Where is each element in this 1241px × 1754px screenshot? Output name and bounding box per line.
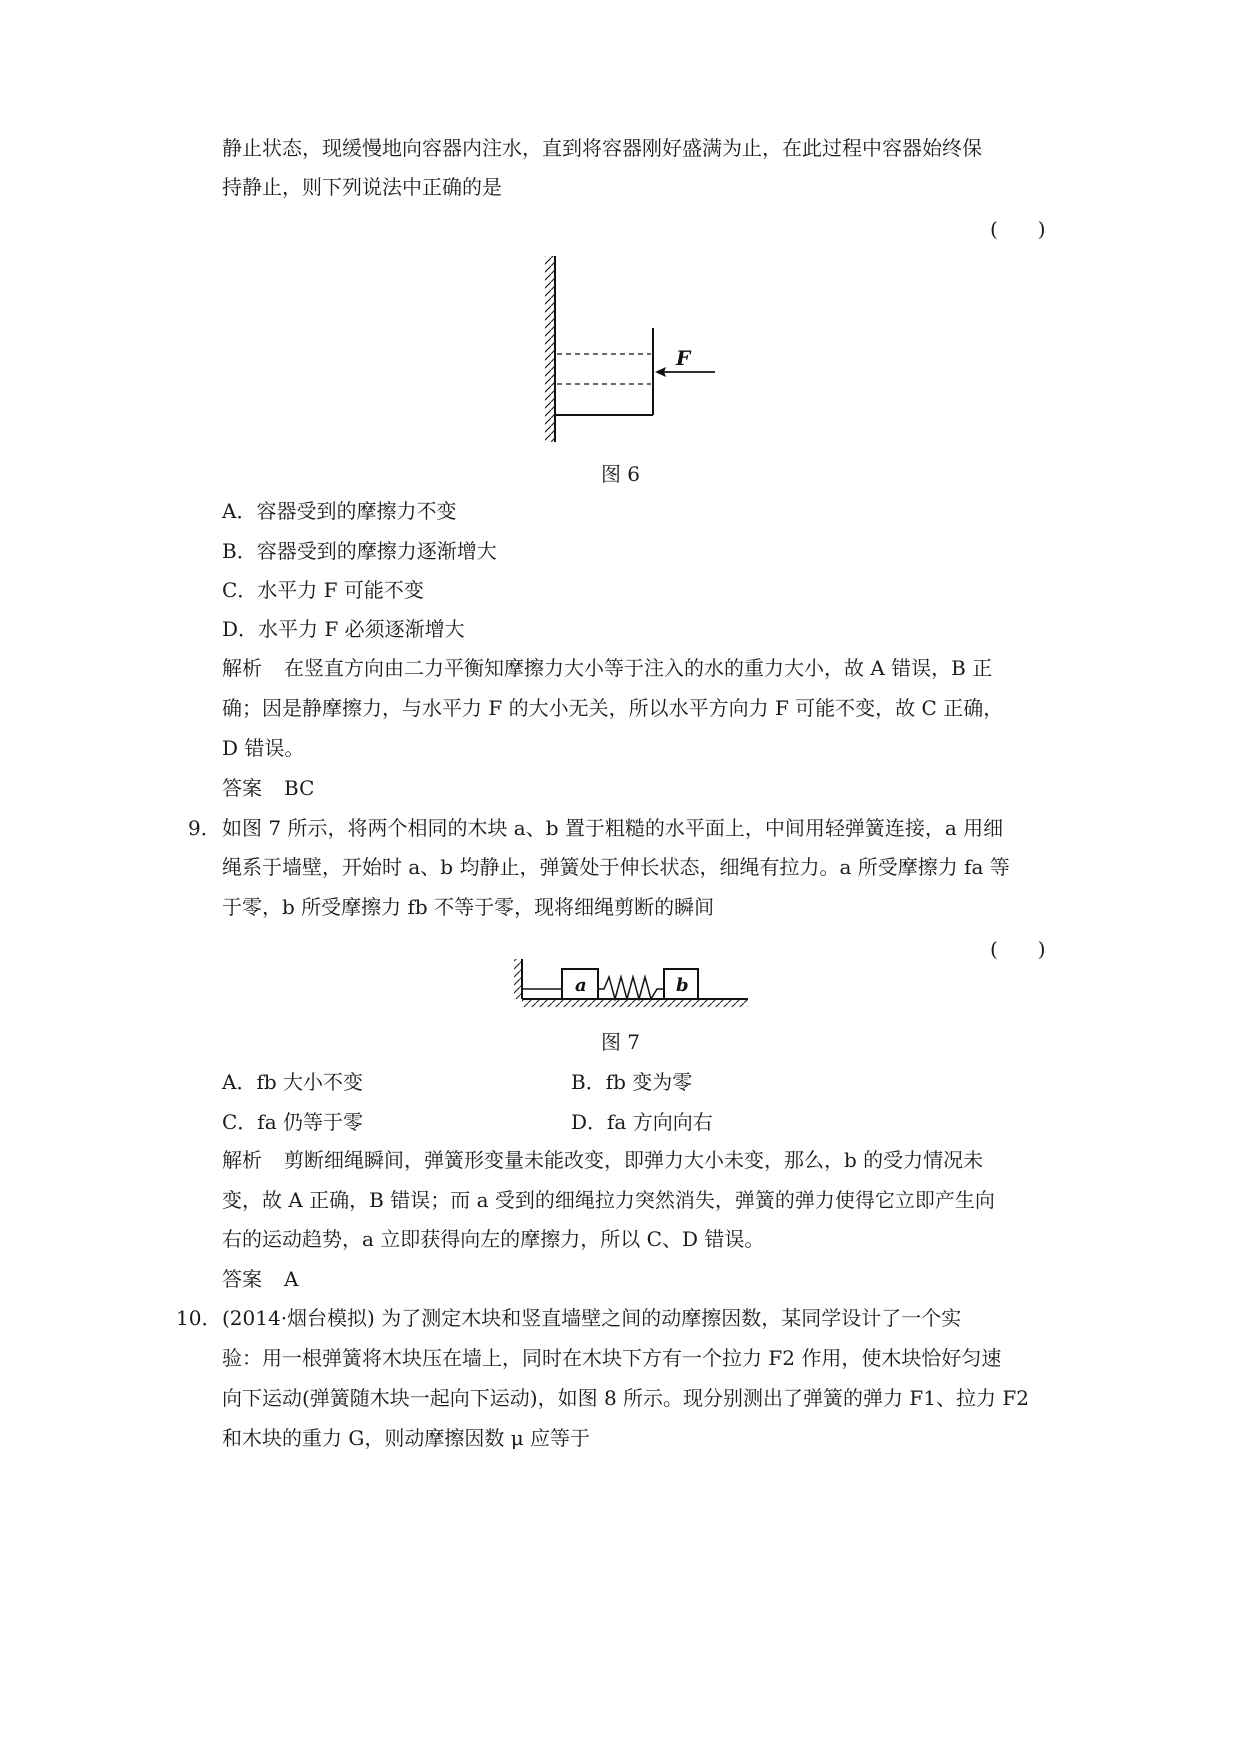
- q9-analysis-label: 解析: [222, 1148, 262, 1172]
- q9-text-line2: 绳系于墙壁，开始时 a、b 均静止，弹簧处于伸长状态，细绳有拉力。a 所受摩擦力 fa 等: [222, 855, 1010, 879]
- q9-option-c: C．fa 仍等于零: [222, 1110, 363, 1134]
- q9-analysis-line3: 右的运动趋势，a 立即获得向左的摩擦力，所以 C、D 错误。: [222, 1227, 765, 1251]
- figure-7-diagram: [512, 955, 752, 1015]
- q9-analysis-text1: 剪断细绳瞬间，弹簧形变量未能改变，即弹力大小未变，那么，b 的受力情况未: [284, 1148, 984, 1172]
- q8-answer-label: 答案: [222, 776, 262, 800]
- q8-option-a: A．容器受到的摩擦力不变: [222, 499, 457, 523]
- block-b-label: b: [676, 975, 689, 996]
- q9-option-b: B．fb 变为零: [571, 1070, 693, 1094]
- figure-6-diagram: [535, 250, 715, 450]
- force-label-F: F: [676, 346, 691, 370]
- q9-answer-value: A: [284, 1267, 299, 1291]
- q8-option-c: C．水平力 F 可能不变: [222, 578, 424, 602]
- q10-text-line3: 向下运动(弹簧随木块一起向下运动)，如图 8 所示。现分别测出了弹簧的弹力 F1、拉力 F2: [222, 1386, 1029, 1410]
- q8-answer-paren: ( ): [990, 217, 1046, 241]
- wall-hatch: [545, 256, 555, 442]
- figure-6-caption: 图 6: [600, 462, 641, 486]
- q8-answer-line: [222, 774, 314, 802]
- q8-option-b: B．容器受到的摩擦力逐渐增大: [222, 539, 497, 563]
- q8-analysis-line2: 确；因是静摩擦力，与水平力 F 的大小无关，所以水平方向力 F 可能不变，故 C 正确，: [222, 696, 1004, 720]
- q9-text-line1: 如图 7 所示，将两个相同的木块 a、b 置于粗糙的水平面上，中间用轻弹簧连接，a 用细: [222, 816, 1004, 840]
- q9-answer-label: 答案: [222, 1267, 262, 1291]
- q10-text-line2: 验：用一根弹簧将木块压在墙上，同时在木块下方有一个拉力 F2 作用，使木块恰好匀速: [222, 1346, 1002, 1370]
- q8-analysis-line1: [222, 654, 992, 682]
- q10-text-line1: (2014·烟台模拟) 为了测定木块和竖直墙壁之间的动摩擦因数，某同学设计了一个实: [222, 1306, 962, 1330]
- q9-analysis-line1: [222, 1146, 983, 1174]
- q8-analysis-text1: 在竖直方向由二力平衡知摩擦力大小等于注入的水的重力大小，故 A 错误，B 正: [284, 656, 993, 680]
- q8-answer-value: BC: [284, 776, 315, 800]
- q8-analysis-label: 解析: [222, 656, 262, 680]
- q9-answer-line: [222, 1265, 298, 1293]
- figure-7-caption: 图 7: [600, 1030, 641, 1054]
- q9-text-line3: 于零，b 所受摩擦力 fb 不等于零，现将细绳剪断的瞬间: [222, 895, 715, 919]
- q8-option-d: D．水平力 F 必须逐渐增大: [222, 617, 465, 641]
- q8-analysis-line3: D 错误。: [222, 736, 305, 760]
- block-a-label: a: [575, 975, 587, 996]
- spring: [598, 977, 664, 999]
- q9-answer-paren: ( ): [990, 937, 1046, 961]
- q10-text-line4: 和木块的重力 G，则动摩擦因数 μ 应等于: [222, 1426, 591, 1450]
- q9-number: 9．: [188, 816, 221, 840]
- q9-analysis-line2: 变，故 A 正确，B 错误；而 a 受到的细绳拉力突然消失，弹簧的弹力使得它立即产生向: [222, 1188, 995, 1212]
- q9-option-d: D．fa 方向向右: [571, 1110, 713, 1134]
- ground-hatch: [522, 999, 748, 1007]
- wall-hatch-left: [514, 959, 522, 999]
- q8-text-line1: 静止状态，现缓慢地向容器内注水，直到将容器刚好盛满为止，在此过程中容器始终保: [222, 136, 982, 160]
- q9-option-a: A．fb 大小不变: [222, 1070, 364, 1094]
- q8-text-line2: 持静止，则下列说法中正确的是: [222, 175, 502, 199]
- q10-number: 10．: [176, 1306, 222, 1330]
